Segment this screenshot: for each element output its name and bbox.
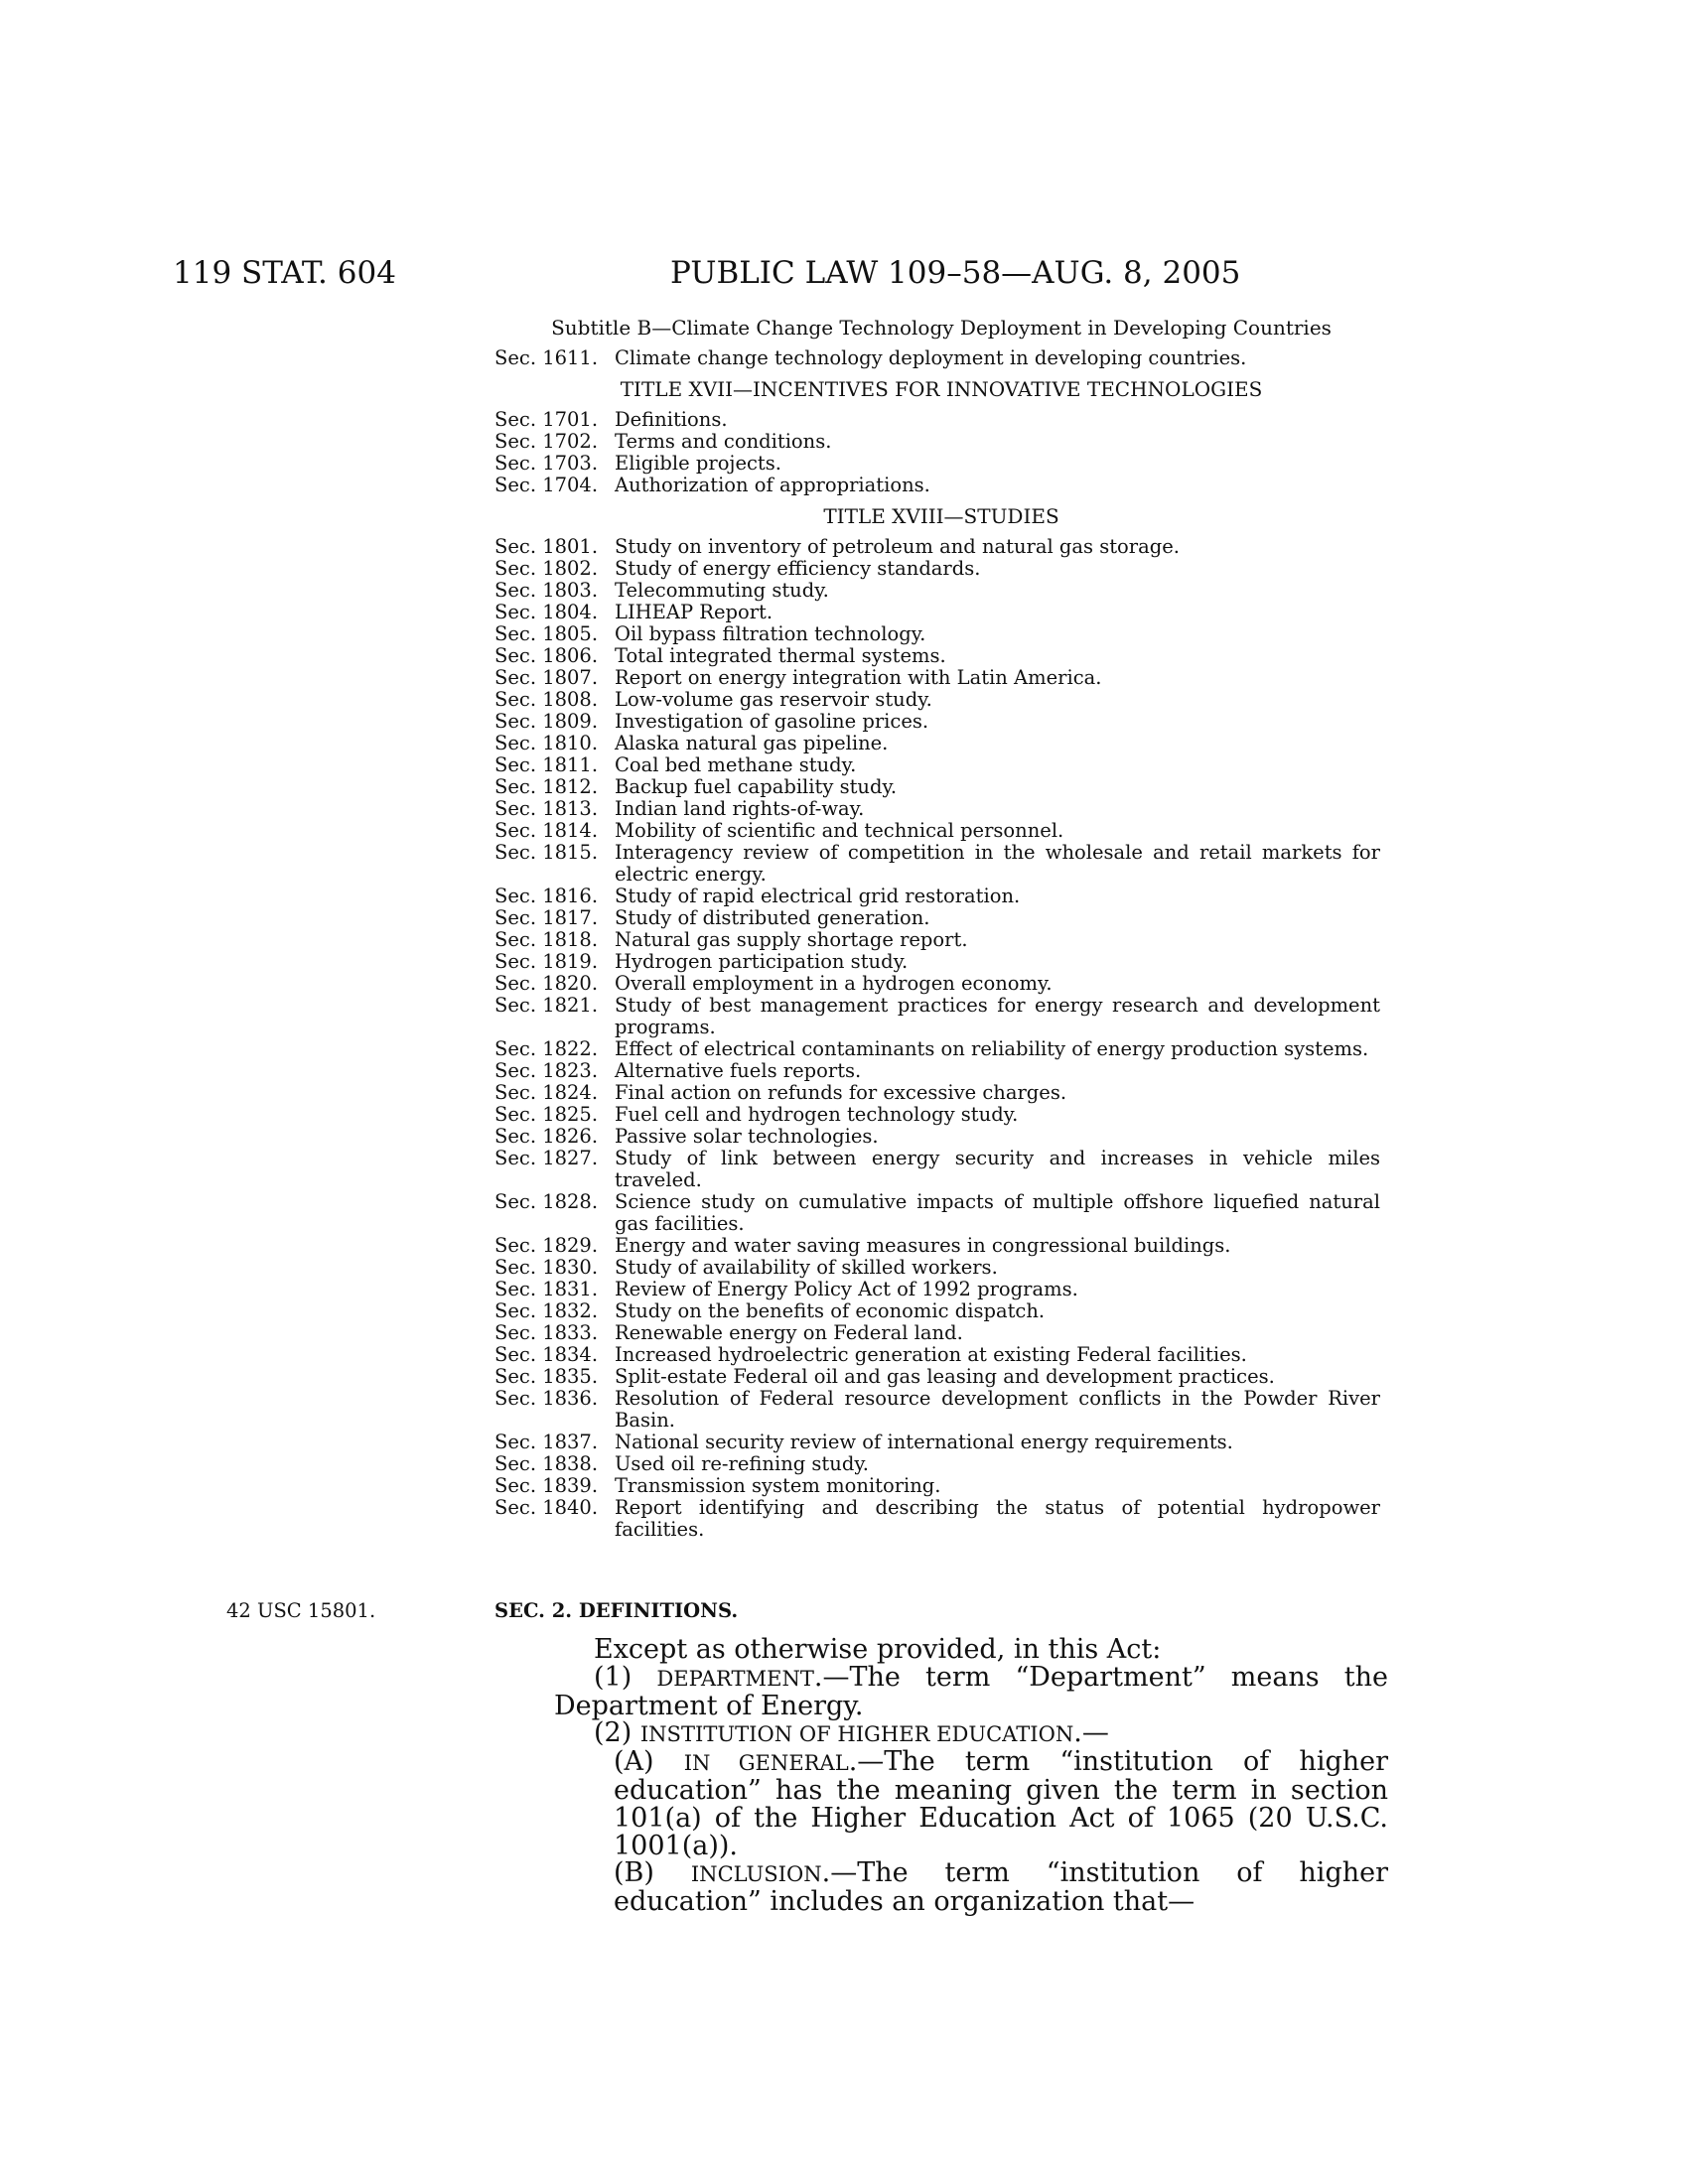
toc-entry [494,1060,1388,1082]
subparagraph-a [554,1748,1388,1859]
toc-entry-number: Sec. 1809. [494,710,599,733]
toc-entry [494,1497,1388,1541]
toc-entry-number: Sec. 1837. [494,1431,599,1453]
page-header [0,253,1688,293]
toc-entry-title: Fuel cell and hydrogen technology study. [615,1103,1019,1126]
toc-entry-title: Telecommuting study. [615,579,829,602]
toc-entry [494,580,1388,602]
toc-entry-title: Low-volume gas reservoir study. [615,688,932,711]
subparagraph-b-number: (B) [614,1857,691,1889]
toc-entry [494,1344,1388,1366]
toc-entry-title: Study of energy efficiency standards. [615,557,981,580]
toc-entry-title: Passive solar technologies. [615,1125,879,1148]
toc-entry-title: Resolution of Federal resource development conflicts in the Powder River Basin. [615,1387,1380,1432]
toc-entry-title: Natural gas supply shortage report. [615,928,968,951]
toc-entry-title: Report on energy integration with Latin America. [615,666,1102,689]
toc-entry [494,886,1388,907]
toc-entry-title: Study on inventory of petroleum and natural gas storage. [615,535,1180,558]
toc-entry-number: Sec. 1824. [494,1081,599,1104]
toc-entry-number: Sec. 1802. [494,557,599,580]
toc-entry [494,558,1388,580]
toc-entry [494,842,1388,886]
toc-entry-number: Sec. 1815. [494,841,599,864]
toc-entry-title: Oil bypass filtration technology. [615,622,926,645]
toc-entry [494,1191,1388,1235]
toc-entry [494,1388,1388,1432]
toc-entry-number: Sec. 1702. [494,430,599,453]
toc-entry [494,431,1388,453]
toc-entry [494,776,1388,798]
toc-entry-title: Increased hydroelectric generation at existing Federal facilities. [615,1343,1247,1366]
toc-entry-title: Study of distributed generation. [615,906,930,929]
toc-entry-number: Sec. 1829. [494,1234,599,1257]
toc-entry [494,1082,1388,1104]
margin-citation: 42 USC 15801. [226,1599,376,1622]
toc-entry [494,1475,1388,1497]
toc-entry-number: Sec. 1817. [494,906,599,929]
toc-entry [494,689,1388,711]
toc-entry [494,733,1388,754]
toc-entry [494,1126,1388,1148]
toc-entry [494,623,1388,645]
toc-entry-title: Split-estate Federal oil and gas leasing and development practices. [615,1365,1275,1388]
toc-entry-number: Sec. 1831. [494,1278,599,1300]
toc-entry-title: Interagency review of competition in the wholesale and retail markets for electric energy. [615,841,1380,886]
toc-entry-number: Sec. 1801. [494,535,599,558]
toc-entry-title: Coal bed methane study. [615,753,857,776]
title-xviii-entries [494,536,1388,1541]
toc-entry [494,1432,1388,1453]
toc-entry-title: Terms and conditions. [615,430,832,453]
subparagraph-b [554,1859,1388,1916]
toc-entry-number: Sec. 1821. [494,994,599,1017]
toc-entry-title: Total integrated thermal systems. [615,644,946,667]
toc-entry-number: Sec. 1807. [494,666,599,689]
toc-entry [494,754,1388,776]
paragraph-1-heading: DEPARTMENT [656,1665,814,1691]
toc-entry-number: Sec. 1814. [494,819,599,842]
toc-entry-title: Indian land rights-of-way. [615,797,865,820]
toc-entry-number: Sec. 1830. [494,1256,599,1279]
toc-entry-number: Sec. 1833. [494,1321,599,1344]
toc-entry-title: Effect of electrical contaminants on reliability of energy production systems. [615,1037,1369,1060]
toc-entry-title: Study on the benefits of economic dispatch. [615,1299,1046,1322]
title-xviii-heading: TITLE XVIII—STUDIES [823,504,1059,528]
title-xvii-entries [494,409,1388,496]
toc-entry-title: Study of availability of skilled workers. [615,1256,998,1279]
toc-entry [494,347,1388,369]
toc-entry-title: Definitions. [615,408,728,431]
subparagraph-a-text: .—The term “institution of higher education” has the meaning given the term in section 101(a) of the Higher Education Act of 1065 (20 U.S.C. 1001(a)). [614,1746,1389,1861]
toc-entry [494,973,1388,995]
toc-entry [494,951,1388,973]
section-title: SEC. 2. DEFINITIONS. [494,1599,739,1622]
toc-entry-title: Alaska natural gas pipeline. [615,732,889,754]
paragraph-1 [554,1661,1388,1721]
toc-entry-number: Sec. 1812. [494,775,599,798]
toc-entry-number: Sec. 1836. [494,1387,599,1410]
paragraph-2-text: .— [1073,1717,1109,1749]
toc-entry-number: Sec. 1823. [494,1059,599,1082]
toc-entry-number: Sec. 1806. [494,644,599,667]
toc-entry-title: Transmission system monitoring. [615,1474,941,1497]
paragraph-2 [554,1719,1388,1748]
toc-entry-title: Authorization of appropriations. [615,474,930,496]
toc-entry-number: Sec. 1839. [494,1474,599,1497]
title-xvii-heading: TITLE XVII—INCENTIVES FOR INNOVATIVE TECHNOLOGIES [620,377,1263,401]
toc-entry-number: Sec. 1819. [494,950,599,973]
table-of-contents [494,316,1388,1541]
paragraph-2-heading: INSTITUTION OF HIGHER EDUCATION [639,1721,1074,1747]
statute-page-number: 119 STAT. 604 [173,255,396,291]
toc-entry-number: Sec. 1820. [494,972,599,995]
toc-entry-title: Investigation of gasoline prices. [615,710,929,733]
section-body [554,1636,1388,1916]
paragraph-1-text: .—The term “Department” means the Department of Energy. [554,1661,1388,1721]
paragraph-2-number: (2) [594,1717,640,1749]
subtitle-b-entries [494,347,1388,369]
toc-entry-title: Study of link between energy security and increases in vehicle miles traveled. [615,1147,1380,1191]
toc-entry-number: Sec. 1828. [494,1190,599,1213]
toc-entry-title: Eligible projects. [615,452,781,475]
toc-entry-title: Mobility of scientific and technical personnel. [615,819,1064,842]
toc-entry [494,602,1388,623]
toc-entry-title: Review of Energy Policy Act of 1992 programs. [615,1278,1078,1300]
toc-entry-title: Report identifying and describing the status of potential hydropower facilities. [615,1496,1380,1541]
toc-entry [494,711,1388,733]
toc-entry [494,1366,1388,1388]
subparagraph-a-heading: IN GENERAL [683,1750,849,1776]
toc-entry-number: Sec. 1818. [494,928,599,951]
toc-entry [494,1300,1388,1322]
toc-entry-title: Hydrogen participation study. [615,950,909,973]
toc-entry-title: Science study on cumulative impacts of multiple offshore liquefied natural gas facilities. [615,1190,1380,1235]
subparagraph-a-number: (A) [614,1746,684,1778]
toc-entry-number: Sec. 1835. [494,1365,599,1388]
toc-entry-title: National security review of international energy requirements. [615,1431,1233,1453]
toc-entry-title: Backup fuel capability study. [615,775,898,798]
toc-entry [494,929,1388,951]
toc-entry [494,1038,1388,1060]
toc-entry-title: Overall employment in a hydrogen economy. [615,972,1053,995]
toc-entry-number: Sec. 1704. [494,474,599,496]
toc-entry [494,1104,1388,1126]
toc-entry-title: Energy and water saving measures in congressional buildings. [615,1234,1231,1257]
toc-entry-number: Sec. 1811. [494,753,599,776]
section-intro: Except as otherwise provided, in this Act: [594,1634,1162,1665]
toc-entry-title: LIHEAP Report. [615,601,774,623]
toc-entry-number: Sec. 1810. [494,732,599,754]
toc-entry-number: Sec. 1816. [494,885,599,907]
toc-entry [494,1235,1388,1257]
toc-entry-title: Study of best management practices for energy research and development programs. [615,994,1380,1038]
toc-entry-number: Sec. 1611. [494,346,599,369]
subparagraph-b-text: .—The term “institution of higher education” includes an organization that— [614,1857,1389,1918]
toc-entry [494,1279,1388,1300]
toc-entry-number: Sec. 1703. [494,452,599,475]
toc-entry [494,798,1388,820]
paragraph-1-number: (1) [594,1661,657,1693]
toc-entry-title: Renewable energy on Federal land. [615,1321,963,1344]
toc-entry [494,1322,1388,1344]
toc-entry-number: Sec. 1813. [494,797,599,820]
subparagraph-b-heading: INCLUSION [690,1861,822,1887]
toc-entry [494,907,1388,929]
toc-entry-title: Final action on refunds for excessive charges. [615,1081,1067,1104]
toc-entry-title: Used oil re-refining study. [615,1452,869,1475]
toc-entry [494,536,1388,558]
toc-entry [494,409,1388,431]
toc-entry-number: Sec. 1827. [494,1147,599,1169]
toc-entry [494,820,1388,842]
toc-entry-number: Sec. 1825. [494,1103,599,1126]
toc-entry-number: Sec. 1832. [494,1299,599,1322]
toc-entry-number: Sec. 1805. [494,622,599,645]
toc-entry [494,475,1388,496]
toc-entry-number: Sec. 1804. [494,601,599,623]
toc-entry-number: Sec. 1840. [494,1496,599,1519]
toc-entry-number: Sec. 1822. [494,1037,599,1060]
toc-entry-title: Alternative fuels reports. [615,1059,862,1082]
toc-entry [494,1453,1388,1475]
toc-entry [494,453,1388,475]
toc-entry [494,645,1388,667]
toc-entry-title: Study of rapid electrical grid restoration. [615,885,1021,907]
toc-entry-number: Sec. 1803. [494,579,599,602]
toc-entry-number: Sec. 1808. [494,688,599,711]
toc-entry [494,1257,1388,1279]
public-law-title: PUBLIC LAW 109–58—AUG. 8, 2005 [670,255,1241,291]
toc-entry [494,995,1388,1038]
toc-entry [494,667,1388,689]
toc-entry-number: Sec. 1826. [494,1125,599,1148]
toc-entry-title: Climate change technology deployment in developing countries. [615,346,1247,369]
subtitle-b-heading: Subtitle B—Climate Change Technology Deployment in Developing Countries [551,316,1332,340]
toc-entry-number: Sec. 1838. [494,1452,599,1475]
toc-entry-number: Sec. 1701. [494,408,599,431]
toc-entry [494,1148,1388,1191]
toc-entry-number: Sec. 1834. [494,1343,599,1366]
